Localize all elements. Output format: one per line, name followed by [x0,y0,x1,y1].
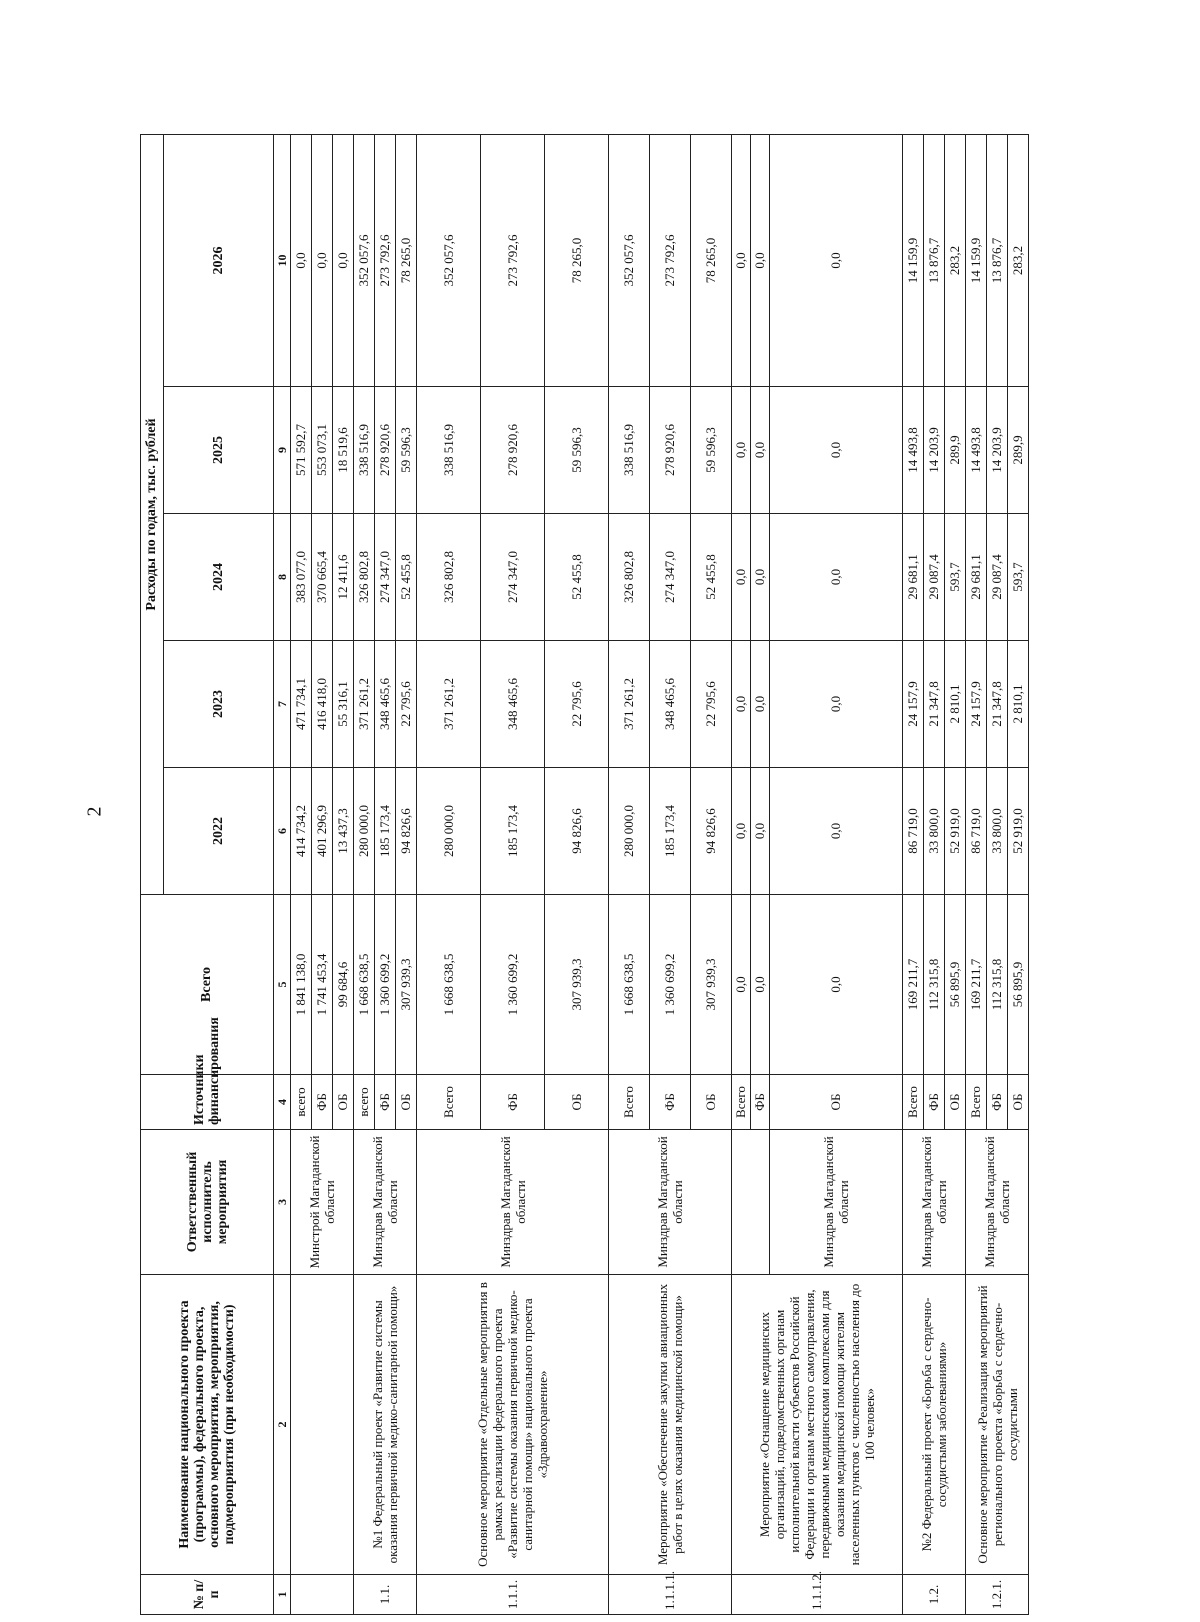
value-2025: 0,0 [751,387,770,514]
value-2025: 59 596,3 [396,387,417,514]
total-cell: 307 939,3 [396,895,417,1075]
col-header-total: Всего [141,895,274,1075]
col-header-2023: 2023 [164,641,274,768]
value-2023: 371 261,2 [354,641,375,768]
total-cell: 1 360 699,2 [481,895,545,1075]
value-2022: 0,0 [732,768,751,895]
value-2026: 0,0 [770,135,903,387]
page-number: 2 [83,806,106,817]
value-2024: 52 455,8 [545,514,609,641]
value-2023: 371 261,2 [609,641,650,768]
row-name [291,1275,354,1575]
value-2026: 78 265,0 [545,135,609,387]
source-cell: ОБ [333,1075,354,1130]
total-cell: 56 895,9 [945,895,966,1075]
row-number: 1.2. [903,1575,966,1615]
source-cell: ФБ [650,1075,691,1130]
row-number: 1.1.1.1. [609,1575,732,1615]
value-2022: 33 800,0 [924,768,945,895]
value-2024: 370 665,4 [312,514,333,641]
value-2022: 94 826,6 [396,768,417,895]
col-header-2022: 2022 [164,768,274,895]
value-2025: 14 203,9 [924,387,945,514]
total-cell: 1 360 699,2 [375,895,396,1075]
value-2025: 14 493,8 [903,387,924,514]
value-2026: 273 792,6 [375,135,396,387]
total-cell: 169 211,7 [966,895,987,1075]
total-cell: 56 895,9 [1008,895,1029,1075]
value-2023: 0,0 [732,641,751,768]
value-2024: 274 347,0 [375,514,396,641]
value-2026: 14 159,9 [966,135,987,387]
value-2023: 0,0 [751,641,770,768]
source-cell: ОБ [945,1075,966,1130]
row-name: Основное мероприятие «Реализация мероприятий регионального проекта «Борьба с сердечно-сосудистыми [966,1275,1029,1575]
table-row [732,135,751,1615]
value-2023: 348 465,6 [375,641,396,768]
value-2023: 416 418,0 [312,641,333,768]
value-2025: 278 920,6 [481,387,545,514]
value-2022: 52 919,0 [945,768,966,895]
total-cell: 1 741 453,4 [312,895,333,1075]
value-2022: 94 826,6 [545,768,609,895]
value-2024: 593,7 [1008,514,1029,641]
table-body [291,135,1029,1615]
row-executor-blank [732,1130,770,1275]
value-2026: 0,0 [333,135,354,387]
value-2025: 289,9 [1008,387,1029,514]
row-name: Основное мероприятие «Отдельные мероприятия в рамках реализации федерального проекта «Развитие системы оказания первичной медико-санитарной помощи» национального проекта «Здравоохранение» [417,1275,609,1575]
col-header-2026: 2026 [164,135,274,387]
column-number: 9 [274,387,291,514]
value-2025: 59 596,3 [545,387,609,514]
value-2022: 33 800,0 [987,768,1008,895]
total-cell: 307 939,3 [691,895,732,1075]
value-2024: 274 347,0 [481,514,545,641]
table-row [903,135,924,1615]
row-name: №2 Федеральный проект «Борьба с сердечно-сосудистыми заболеваниями» [903,1275,966,1575]
column-number: 7 [274,641,291,768]
value-2022: 185 173,4 [375,768,396,895]
value-2022: 94 826,6 [691,768,732,895]
value-2023: 2 810,1 [1008,641,1029,768]
value-2024: 12 411,6 [333,514,354,641]
column-number: 4 [274,1075,291,1130]
total-cell: 99 684,6 [333,895,354,1075]
value-2024: 29 681,1 [966,514,987,641]
value-2023: 21 347,8 [987,641,1008,768]
value-2026: 273 792,6 [650,135,691,387]
col-header-name: Наименование национального проекта (программы), федерального проекта, основного мероприятия, мероприятия, подмероприятия (при необходимости) [141,1275,274,1575]
source-cell: ФБ [375,1075,396,1130]
value-2023: 55 316,1 [333,641,354,768]
total-cell: 169 211,7 [903,895,924,1075]
total-cell: 1 668 638,5 [609,895,650,1075]
source-cell: ФБ [987,1075,1008,1130]
column-number: 5 [274,895,291,1075]
column-number: 2 [274,1275,291,1575]
value-2022: 280 000,0 [417,768,481,895]
value-2023: 22 795,6 [691,641,732,768]
value-2024: 0,0 [751,514,770,641]
col-header-years-group: Расходы по годам, тыс. рублей [141,135,164,895]
source-cell: Всего [966,1075,987,1130]
source-cell: ОБ [1008,1075,1029,1130]
total-cell: 112 315,8 [987,895,1008,1075]
value-2022: 0,0 [751,768,770,895]
value-2026: 0,0 [732,135,751,387]
total-cell: 112 315,8 [924,895,945,1075]
col-header-2025: 2025 [164,387,274,514]
source-cell: ФБ [481,1075,545,1130]
value-2022: 13 437,3 [333,768,354,895]
value-2026: 78 265,0 [691,135,732,387]
value-2023: 24 157,9 [966,641,987,768]
value-2025: 278 920,6 [375,387,396,514]
value-2026: 13 876,7 [987,135,1008,387]
value-2022: 86 719,0 [903,768,924,895]
value-2023: 22 795,6 [545,641,609,768]
value-2024: 383 077,0 [291,514,312,641]
value-2025: 338 516,9 [417,387,481,514]
row-number [291,1575,354,1615]
value-2025: 278 920,6 [650,387,691,514]
value-2024: 326 802,8 [417,514,481,641]
source-cell: Всего [417,1075,481,1130]
value-2023: 471 734,1 [291,641,312,768]
value-2026: 0,0 [751,135,770,387]
value-2023: 0,0 [770,641,903,768]
source-cell: ФБ [312,1075,333,1130]
value-2025: 14 203,9 [987,387,1008,514]
total-cell: 0,0 [770,895,903,1075]
value-2022: 280 000,0 [354,768,375,895]
col-header-num: № п/п [141,1575,274,1615]
row-executor: Минздрав Магаданской области [417,1130,609,1275]
row-executor: Минздрав Магаданской области [903,1130,966,1275]
value-2024: 0,0 [770,514,903,641]
value-2026: 13 876,7 [924,135,945,387]
value-2022: 185 173,4 [481,768,545,895]
total-cell: 0,0 [732,895,751,1075]
value-2022: 401 296,9 [312,768,333,895]
value-2024: 52 455,8 [691,514,732,641]
budget-table [140,134,1029,1615]
value-2025: 18 519,6 [333,387,354,514]
table-row [609,135,650,1615]
value-2026: 14 159,9 [903,135,924,387]
value-2024: 52 455,8 [396,514,417,641]
value-2023: 371 261,2 [417,641,481,768]
row-executor: Минздрав Магаданской области [770,1130,903,1275]
row-executor: Минздрав Магаданской области [966,1130,1029,1275]
table-row [354,135,375,1615]
source-cell: ФБ [751,1075,770,1130]
value-2022: 86 719,0 [966,768,987,895]
row-number: 1.1.1. [417,1575,609,1615]
value-2022: 185 173,4 [650,768,691,895]
value-2026: 273 792,6 [481,135,545,387]
value-2024: 326 802,8 [609,514,650,641]
value-2026: 0,0 [291,135,312,387]
value-2025: 0,0 [770,387,903,514]
value-2024: 29 087,4 [924,514,945,641]
col-header-executor: Ответственный исполнитель мероприятия [141,1130,274,1275]
col-header-2024: 2024 [164,514,274,641]
row-number: 1.2.1. [966,1575,1029,1615]
source-cell: Всего [903,1075,924,1130]
rotated-page [140,135,1070,1615]
row-name: №1 Федеральный проект «Развитие системы оказания первичной медико-санитарной помощи» [354,1275,417,1575]
total-cell: 0,0 [751,895,770,1075]
table-row [417,135,481,1615]
total-cell: 1 668 638,5 [417,895,481,1075]
value-2023: 348 465,6 [481,641,545,768]
value-2026: 352 057,6 [354,135,375,387]
value-2026: 283,2 [945,135,966,387]
table-row [966,135,987,1615]
column-number: 8 [274,514,291,641]
source-cell: всего [354,1075,375,1130]
value-2022: 414 734,2 [291,768,312,895]
value-2023: 21 347,8 [924,641,945,768]
value-2025: 0,0 [732,387,751,514]
value-2025: 14 493,8 [966,387,987,514]
source-cell: Всего [732,1075,751,1130]
value-2025: 59 596,3 [691,387,732,514]
total-cell: 1 360 699,2 [650,895,691,1075]
value-2026: 0,0 [312,135,333,387]
column-number: 3 [274,1130,291,1275]
column-number: 10 [274,135,291,387]
value-2024: 326 802,8 [354,514,375,641]
value-2026: 352 057,6 [417,135,481,387]
source-cell: ОБ [545,1075,609,1130]
value-2023: 22 795,6 [396,641,417,768]
value-2023: 348 465,6 [650,641,691,768]
value-2024: 274 347,0 [650,514,691,641]
source-cell: ОБ [770,1075,903,1130]
value-2024: 0,0 [732,514,751,641]
source-cell: всего [291,1075,312,1130]
value-2025: 338 516,9 [354,387,375,514]
source-cell: ФБ [924,1075,945,1130]
row-number: 1.1. [354,1575,417,1615]
row-executor: Минздрав Магаданской области [609,1130,732,1275]
value-2026: 78 265,0 [396,135,417,387]
value-2024: 29 087,4 [987,514,1008,641]
value-2022: 0,0 [770,768,903,895]
value-2026: 283,2 [1008,135,1029,387]
value-2026: 352 057,6 [609,135,650,387]
value-2025: 338 516,9 [609,387,650,514]
row-executor: Минстрой Магаданской области [291,1130,354,1275]
source-cell: ОБ [691,1075,732,1130]
value-2024: 29 681,1 [903,514,924,641]
value-2025: 571 592,7 [291,387,312,514]
value-2023: 24 157,9 [903,641,924,768]
total-cell: 307 939,3 [545,895,609,1075]
row-number: 1.1.1.2. [732,1575,903,1615]
col-header-source: Источники финансирования [141,1075,274,1130]
total-cell: 1 668 638,5 [354,895,375,1075]
column-number-row [274,135,291,1615]
row-name: Мероприятие «Обеспечение закупки авиационных работ в целях оказания медицинской помощи» [609,1275,732,1575]
source-cell: ОБ [396,1075,417,1130]
header-row-1 [141,135,164,1615]
total-cell: 1 841 138,0 [291,895,312,1075]
value-2022: 280 000,0 [609,768,650,895]
value-2024: 593,7 [945,514,966,641]
value-2025: 289,9 [945,387,966,514]
value-2025: 553 073,1 [312,387,333,514]
row-executor: Минздрав Магаданской области [354,1130,417,1275]
value-2023: 2 810,1 [945,641,966,768]
column-number: 6 [274,768,291,895]
value-2022: 52 919,0 [1008,768,1029,895]
source-cell: Всего [609,1075,650,1130]
table-row [291,135,312,1615]
column-number: 1 [274,1575,291,1615]
row-name: Мероприятие «Оснащение медицинских организаций, подведомственных органам исполнительной власти субъектов Российской Федерации и органам местного самоуправления, передвижными медицинскими комплексами для оказания медицинской помощи жителям населенных пунктов с численностью населения до 100 человек» [732,1275,903,1575]
